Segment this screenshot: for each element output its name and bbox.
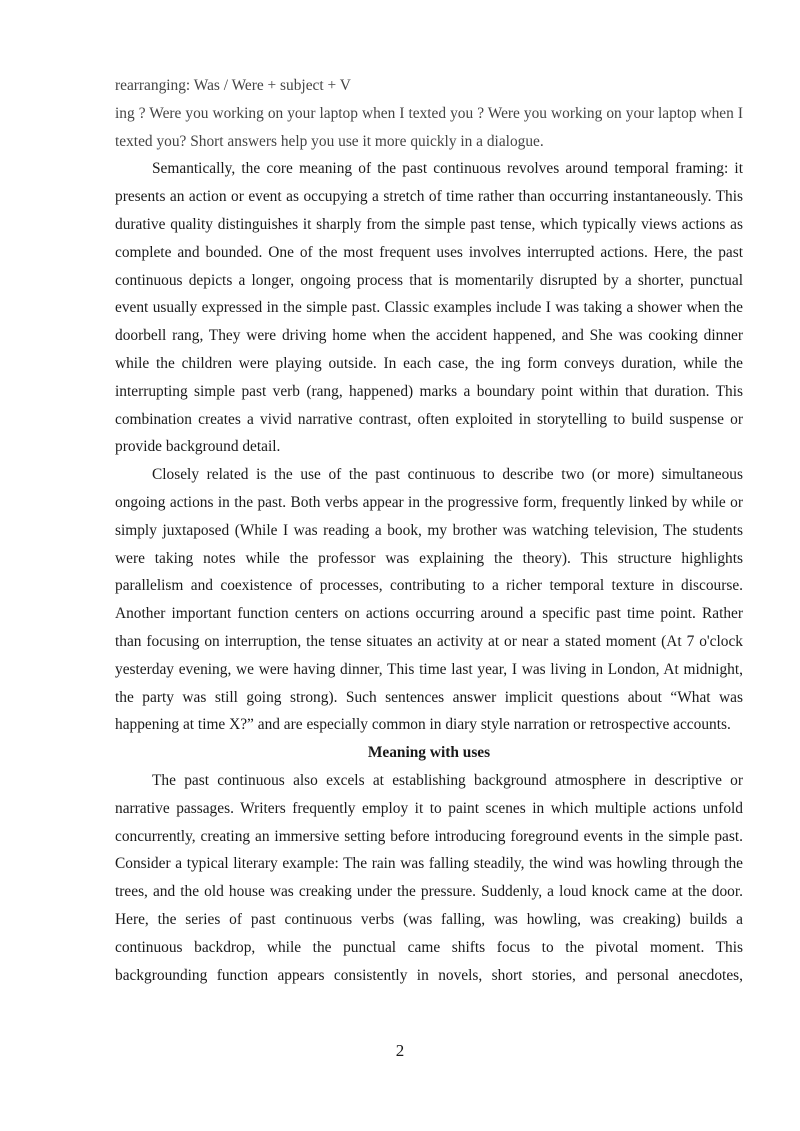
body-paragraph-simultaneous-actions: Closely related is the use of the past continuous to describe two (or more) simultaneous ongoing actions in the past. Both verbs appear in the progressive form, frequently linked by while or simply juxtaposed (While I was reading a book, my brother was watching television, The students were taking notes while the professor was explaining the theory). This structure highlights parallelism and coexistence of processes, contributing to a richer temporal texture in discourse. Another important function centers on actions occurring around a specific past time point. Rather than focusing on interruption, the tense situates an activity at or near a stated moment (At 7 o'clock yesterday evening, we were having dinner, This time last year, I was living in London, At midnight, the party was still going strong). Such sentences answer implicit questions about “What was happening at time X?” and are especially common in diary style narration or retrospective accounts. [115,466,743,734]
section-heading: Meaning with uses [367,744,491,762]
body-paragraph-semantics: Semantically, the core meaning of the past continuous revolves around temporal framing: it presents an action or event as occupying a stretch of time rather than occurring instantaneously. This durative quality distinguishes it sharply from the simple past tense, which typically views actions as complete and bounded. One of the most frequent uses involves interrupted actions. Here, the past continuous depicts a longer, ongoing process that is momentarily disrupted by a shorter, punctual event usually expressed in the simple past. Classic examples include I was taking a shower when the doorbell rang, They were driving home when the accident happened, and She was cooking dinner while the children were playing outside. In each case, the ing form conveys duration, while the interrupting simple past verb (rang, happened) marks a boundary point within that duration. This combination creates a vivid narrative contrast, often exploited in storytelling to build suspense or provide background detail. [115,160,743,456]
page-number: 2 [395,1041,405,1060]
continued-text-paragraph: ing ? Were you working on your laptop when I texted you ? Were you working on your laptop when I texted you? Short answers help you use it more quickly in a dialogue. [115,104,743,150]
body-paragraph-background-atmosphere: The past continuous also excels at establishing background atmosphere in descriptive or narrative passages. Writers frequently employ it to paint scenes in which multiple actions unfold concurrently, creating an immersive setting before introducing foreground events in the simple past. Consider a typical literary example: The rain was falling steadily, the wind was howling through the trees, and the old house was creaking under the pressure. Suddenly, a loud knock came at the door. Here, the series of past continuous verbs (was falling, was howling, was creaking) builds a continuous backdrop, while the punctual came shifts focus to the pivotal moment. This backgrounding function appears consistently in novels, short stories, and personal anecdotes, [115,771,743,984]
document-page [115,72,743,989]
continued-text-line: rearranging: Was / Were + subject + V [115,77,351,94]
